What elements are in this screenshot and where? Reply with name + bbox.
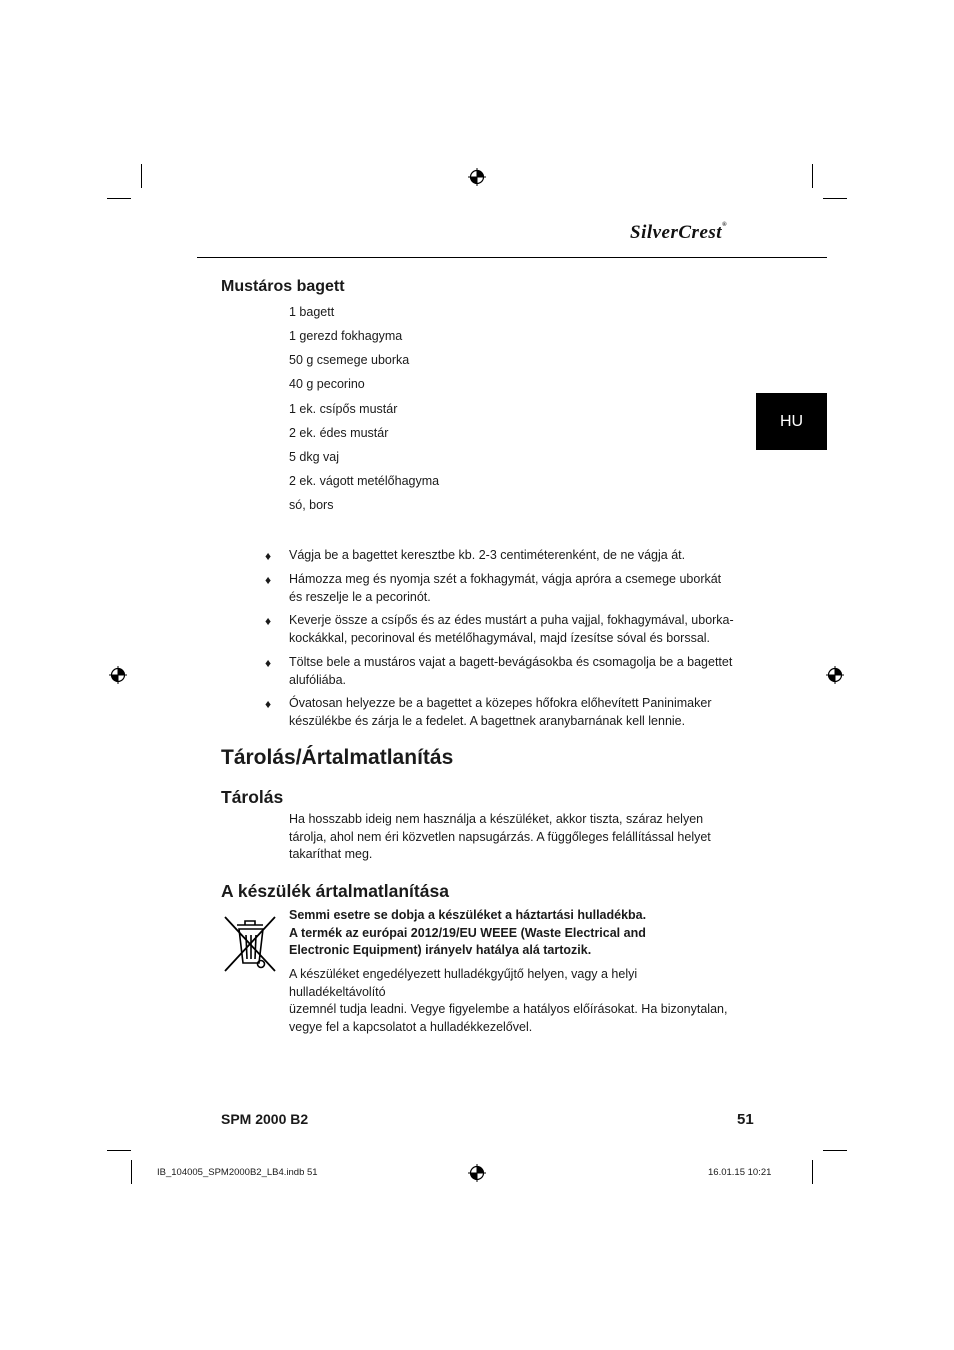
diamond-bullet-icon: ♦ xyxy=(265,656,272,670)
paragraph-line: Ha hosszabb ideig nem használja a készüléket, akkor tiszta, száraz helyen xyxy=(289,812,704,826)
recipe-step xyxy=(289,547,734,565)
section-title: Tárolás/Ártalmatlanítás xyxy=(221,746,454,769)
ingredient-item: 5 dkg vaj xyxy=(289,450,340,464)
paragraph-line: A készüléket engedélyezett hulladékgyűjtő helyen, vagy a helyi hulladékeltávolító xyxy=(289,967,638,999)
crop-mark xyxy=(812,164,813,188)
disposal-paragraph xyxy=(289,966,734,1036)
weee-crossed-bin-icon xyxy=(221,911,279,975)
ingredient-item: 2 ek. édes mustár xyxy=(289,426,389,440)
step-line: készülékbe és zárja le a fedelet. A bagettnek aranybarnának kell lennie. xyxy=(289,713,686,728)
recipe-step xyxy=(289,654,734,689)
step-line: Töltse bele a mustáros vajat a bagett-bevágásokba és csomagolja be a bagettet xyxy=(289,655,733,669)
ingredient-item: 40 g pecorino xyxy=(289,377,365,391)
language-tab: HU xyxy=(756,393,827,450)
step-line: Vágja be a bagettet keresztbe kb. 2-3 centiméterenként, de ne vágja át. xyxy=(289,548,686,562)
header-rule xyxy=(197,257,827,258)
disposal-heading: A készülék ártalmatlanítása xyxy=(221,881,449,901)
registration-mark-icon xyxy=(826,666,844,684)
recipe-step xyxy=(289,695,734,730)
crop-mark xyxy=(131,1160,132,1184)
step-line: Keverje össze a csípős és az édes mustárt a puha vajjal, fokhagymával, uborka- xyxy=(289,613,734,627)
crop-mark xyxy=(823,1150,847,1151)
crop-mark xyxy=(107,1150,131,1151)
paragraph-line: tárolja, ahol nem éri közvetlen napsugárzás. A függőleges felállítással helyet xyxy=(289,829,711,844)
paragraph-line: üzemnél tudja leadni. Vegye figyelembe a hatályos előírásokat. Ha bizonytalan, xyxy=(289,1002,728,1016)
storage-paragraph xyxy=(289,811,734,864)
ingredient-item: 2 ek. vágott metélőhagyma xyxy=(289,474,440,488)
step-line: és reszelje le a pecorinót. xyxy=(289,589,431,604)
step-line: Hámozza meg és nyomja szét a fokhagymát, vágja apróra a csemege uborkát xyxy=(289,572,722,586)
ingredient-item: só, bors xyxy=(289,498,334,512)
print-slug-date: 16.01.15 10:21 xyxy=(708,1167,772,1178)
crop-mark xyxy=(823,198,847,199)
crop-mark xyxy=(141,164,142,188)
warning-line: Semmi esetre se dobja a készüléket a háztartási hulladékba. xyxy=(289,908,647,922)
diamond-bullet-icon: ♦ xyxy=(265,614,272,628)
registration-mark-icon xyxy=(468,1164,486,1182)
storage-heading: Tárolás xyxy=(221,787,284,807)
ingredient-item: 50 g csemege uborka xyxy=(289,353,410,367)
warning-line: Electronic Equipment) irányelv hatálya alá tartozik. xyxy=(289,943,592,957)
diamond-bullet-icon: ♦ xyxy=(265,573,272,587)
registration-mark-icon xyxy=(109,666,127,684)
page-number: 51 xyxy=(737,1111,754,1128)
ingredient-item: 1 gerezd fokhagyma xyxy=(289,329,403,343)
registration-mark-icon xyxy=(468,168,486,186)
disposal-warning xyxy=(289,907,734,960)
diamond-bullet-icon: ♦ xyxy=(265,549,272,563)
step-line: alufóliába. xyxy=(289,672,346,687)
model-number: SPM 2000 B2 xyxy=(221,1111,309,1127)
warning-line: A termék az európai 2012/19/EU WEEE (Waste Electrical and xyxy=(289,925,646,940)
recipe-step xyxy=(289,571,734,606)
ingredient-item: 1 bagett xyxy=(289,305,335,319)
diamond-bullet-icon: ♦ xyxy=(265,697,272,711)
crop-mark xyxy=(812,1160,813,1184)
crop-mark xyxy=(107,198,131,199)
print-slug-file: IB_104005_SPM2000B2_LB4.indb 51 xyxy=(157,1167,318,1178)
brand-logo-text: SilverCrest xyxy=(630,222,723,243)
recipe-heading: Mustáros bagett xyxy=(221,278,345,295)
step-line: kockákkal, pecorinoval és metélőhagymával, majd ízesítse sóval és borssal. xyxy=(289,630,711,645)
paragraph-line: takaríthat meg. xyxy=(289,847,373,861)
recipe-step xyxy=(289,612,734,647)
ingredient-item: 1 ek. csípős mustár xyxy=(289,402,398,416)
step-line: Óvatosan helyezze be a bagettet a közepes hőfokra előhevített Paninimaker xyxy=(289,696,712,710)
registered-mark: ® xyxy=(722,222,728,228)
paragraph-line: vegye fel a kapcsolatot a hulladékkezelővel. xyxy=(289,1019,533,1034)
brand-logo xyxy=(630,222,727,244)
